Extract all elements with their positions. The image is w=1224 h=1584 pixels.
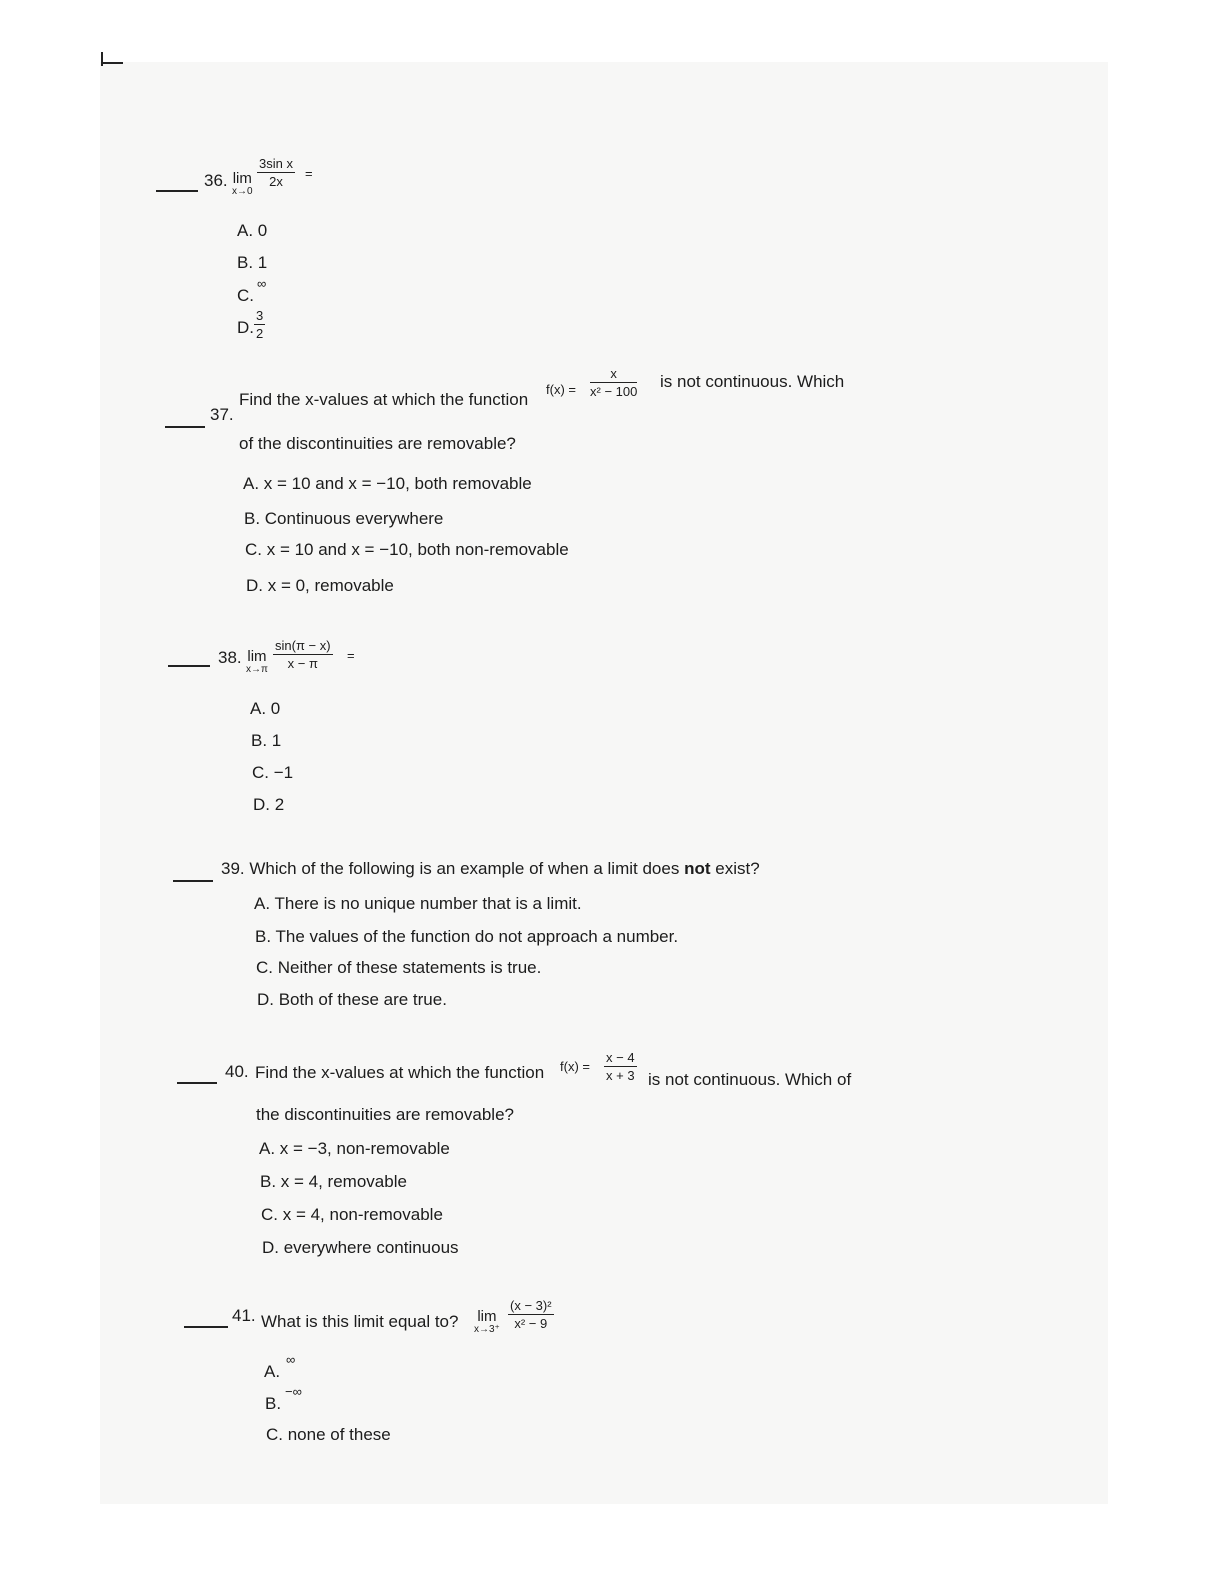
question-number: 36. [204,171,228,190]
question-text: Find the x-values at which the function [239,390,529,409]
option-d[interactable]: D. 2 [253,795,285,814]
limit-operator: lim x→π [246,648,268,675]
question-text: Find the x-values at which the function [255,1063,545,1082]
option-d[interactable]: D. [237,318,254,337]
question-text-continued: is not continuous. Which [660,372,845,391]
limit-fraction: $\frac{\sin(\pi - x)}{x - \pi}$ [275,638,331,671]
fraction-three-halves: $\frac{3}{2}$ [256,308,264,341]
option-b[interactable]: B. [265,1394,282,1413]
function-fraction: $\frac{x}{\text{x² − 100}}$ [590,366,638,399]
scan-corner-mark-horizontal [101,62,123,64]
option-c[interactable]: C. none of these [266,1425,391,1444]
option-b[interactable]: B. 1 [251,731,282,750]
negative-infinity-symbol: −∞ [285,1384,302,1399]
answer-blank-39[interactable] [173,880,213,882]
question-number: 41. [232,1306,256,1325]
limit-operator: lim x→0 [232,170,253,197]
option-c[interactable]: C. x = 10 and x = −10, both non-removable [245,540,569,559]
option-a[interactable]: A. 0 [250,699,281,718]
question-text-line2: the discontinuities are removable? [256,1105,514,1124]
scanned-page [100,62,1108,1504]
option-a[interactable]: A. x = 10 and x = −10, both removable [243,474,532,493]
function-fraction: $\frac{x - 4}{x + 3}$ [606,1050,635,1083]
option-b[interactable]: B. Continuous everywhere [244,509,444,528]
answer-blank-41[interactable] [184,1326,228,1328]
option-c[interactable]: C. Neither of these statements is true. [256,958,542,977]
option-a[interactable]: A. There is no unique number that is a limit. [254,894,582,913]
infinity-symbol: ∞ [286,1352,296,1367]
function-label: f(x) = [546,382,576,397]
option-c[interactable]: C. x = 4, non-removable [261,1205,443,1224]
option-d[interactable]: D. x = 0, removable [246,576,394,595]
question-text-continued: is not continuous. Which of [648,1070,852,1089]
infinity-symbol: ∞ [257,276,267,291]
question-number: 40. [225,1062,249,1081]
option-d[interactable]: D. Both of these are true. [257,990,447,1009]
option-b[interactable]: B. The values of the function do not approach a number. [255,927,679,946]
question-text: 39. Which of the following is an example of when a limit does not exist? [221,859,760,878]
limit-fraction: $\frac{\text{(x − 3)²}}{\text{x² − 9}}$ [510,1298,552,1331]
option-c[interactable]: C. [237,286,254,305]
answer-blank-37[interactable] [165,426,205,428]
option-b[interactable]: B. 1 [237,253,268,272]
option-d[interactable]: D. everywhere continuous [262,1238,459,1257]
option-a[interactable]: A. x = −3, non-removable [259,1139,450,1158]
answer-blank-36[interactable] [156,190,198,192]
limit-operator: lim x→3⁺ [474,1308,500,1335]
question-number: 37. [210,405,234,424]
equals-sign: = [347,648,355,663]
question-text: What is this limit equal to? [261,1312,459,1331]
answer-blank-40[interactable] [177,1082,217,1084]
option-a[interactable]: A. [264,1362,281,1381]
question-text-line2: of the discontinuities are removable? [239,434,516,453]
option-b[interactable]: B. x = 4, removable [260,1172,407,1191]
limit-fraction: $\frac{\text{3sin x}}{2x}$ [259,156,293,189]
function-label: f(x) = [560,1059,590,1074]
option-c[interactable]: C. −1 [252,763,294,782]
option-a[interactable]: A. 0 [237,221,268,240]
equals-sign: = [305,166,313,181]
question-number: 38. [218,648,242,667]
answer-blank-38[interactable] [168,665,210,667]
